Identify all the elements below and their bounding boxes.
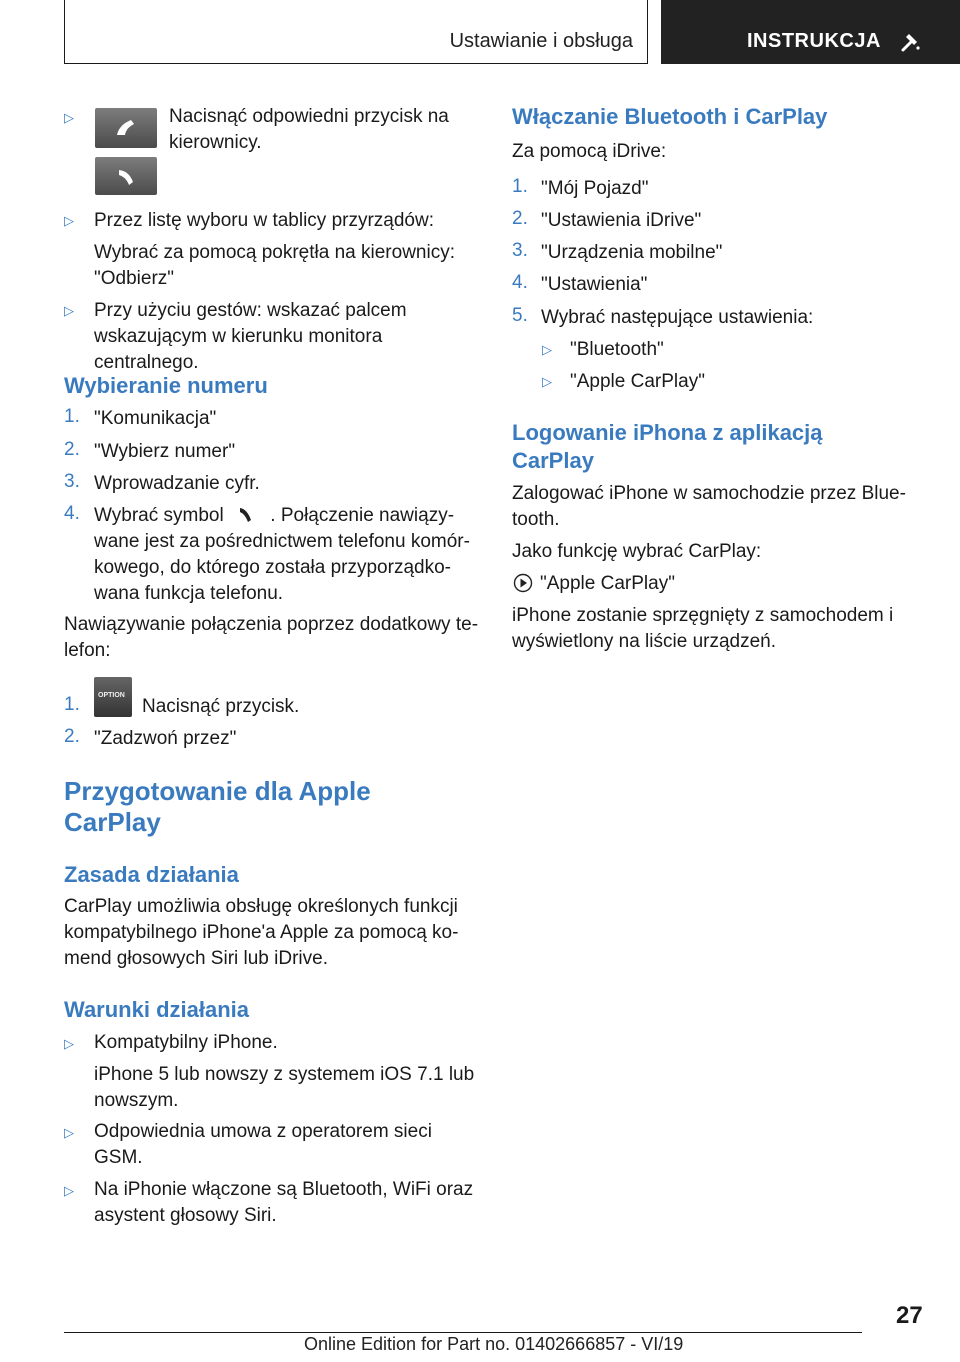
header-section-title: Ustawianie i obsługa [449,30,633,52]
header-manual-box [661,0,960,64]
bt-step: "Urządzenia mobilne" [541,242,723,263]
bt-sub-item: "Apple CarPlay" [570,371,705,392]
bt-step: "Ustawienia" [541,274,648,295]
wrench-icon [897,28,923,54]
paragraph: iPhone zostanie sprzęgnięty z samochodem i wyświetlony na liście urządzeń. [512,605,894,652]
list-item: Odpowiednia umowa z operatorem sieci GSM. [94,1121,432,1168]
list-item: Przez listę wyboru w tablicy przyrządów: [94,210,434,231]
call-step: "Zadzwoń przez" [94,728,237,749]
phone-hangup-icon [95,157,157,195]
play-option-icon [512,572,534,594]
list-item-sub: iPhone 5 lub nowszy z systemem iOS 7.1 lub nowszym. [94,1064,475,1111]
paragraph: Jako funkcję wybrać CarPlay: [512,541,762,562]
footer-divider [64,1332,862,1333]
page-number: 27 [896,1302,923,1329]
step-number: 1. [64,406,80,427]
bt-step: "Ustawienia iDrive" [541,210,702,231]
header-manual-label: INSTRUKCJA [747,30,881,52]
triangle-bullet-icon: ▷ [64,1183,74,1198]
list-item: Na iPhonie włączone są Bluetooth, WiFi oraz asystent głosowy Siri. [94,1179,474,1226]
login-option: "Apple CarPlay" [540,573,675,594]
login-heading: Logowanie iPhona z aplikacją CarPlay [512,420,823,473]
step-number: 2. [64,726,80,747]
paragraph: Za pomocą iDrive: [512,141,667,162]
step-number: 3. [64,471,80,492]
dial-step: "Komunikacja" [94,408,217,429]
principle-heading: Zasada działania [64,862,239,887]
footer-edition: Online Edition for Part no. 01402666857 - VI/19 [304,1334,684,1354]
triangle-bullet-icon: ▷ [64,110,74,125]
conditions-heading: Warunki działania [64,997,250,1022]
step-number: 4. [64,503,80,524]
paragraph: Nawiązywanie połączenia poprzez dodatkowy telefon: [64,614,479,661]
triangle-bullet-icon: ▷ [64,303,74,318]
option-button-icon [94,677,132,717]
dial-step: Wprowadzanie cyfr. [94,473,260,494]
bt-step: Wybrać następujące ustawienia: [541,307,814,328]
header-section-box [64,0,648,64]
step-number: 2. [512,208,528,229]
phone-symbol-icon [229,503,265,525]
step-number: 5. [512,305,528,326]
step-number: 3. [512,240,528,261]
bt-sub-item: "Bluetooth" [570,339,664,360]
list-item: Przy użyciu gestów: wskazać palcem wskazującym w kierunku monitora centralnego. [94,300,407,373]
dial-step-text: Wybrać symbol [94,505,224,526]
step-number: 2. [64,439,80,460]
triangle-bullet-icon: ▷ [542,374,552,389]
triangle-bullet-icon: ▷ [64,1036,74,1051]
step-number: 4. [512,272,528,293]
triangle-bullet-icon: ▷ [542,342,552,357]
step-number: 1. [64,694,80,715]
dial-step: "Wybierz numer" [94,441,236,462]
list-item-sub: Wybrać za pomocą pokrętła na kierownicy: "Odbierz" [94,242,455,289]
triangle-bullet-icon: ▷ [64,213,74,228]
paragraph: Zalogować iPhone w samochodzie przez Bluetooth. [512,483,906,530]
step-number: 1. [512,176,528,197]
prep-heading: Przygotowanie dla Apple CarPlay [64,776,371,837]
triangle-bullet-icon: ▷ [64,1125,74,1140]
dial-step-text: . Połączenie nawiązywane jest za pośrednictwem telefonu komórkowego, do którego została przyporządkowana funkcja telefonu. [94,505,470,604]
list-item: Kompatybilny iPhone. [94,1032,278,1053]
paragraph: CarPlay umożliwia obsługę określonych funkcji kompatybilnego iPhone'a Apple za pomocą komend głosowych Siri lub iDrive. [64,896,459,969]
option-button-label: OPTION [98,692,125,699]
dial-heading: Wybieranie numeru [64,373,268,398]
dial-step [94,503,478,607]
bt-step: "Mój Pojazd" [541,178,649,199]
call-step: Nacisnąć przycisk. [142,696,300,717]
phone-answer-icon [95,108,157,148]
list-item: Nacisnąć odpowiedni przycisk na kierownicy. [169,106,449,153]
bt-heading: Włączanie Bluetooth i CarPlay [512,104,828,129]
